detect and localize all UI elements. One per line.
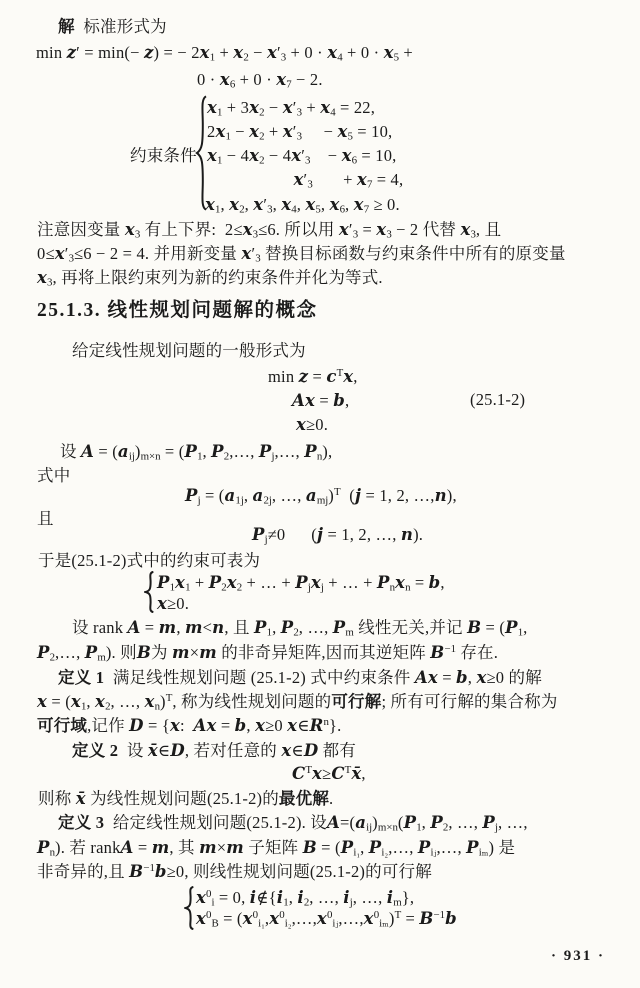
constraint-line-5: $x_1$, $x_2$, $x'_3$, $x_4$, $x_5$, $x_6$, $x_7 \ge 0$. [205, 195, 400, 216]
definition-2-line-2: 则称 x̄ 为线性规划问题(25.1-2)的最优解. [38, 789, 334, 808]
definition-3-line-3: 非奇异的,且 $B^{-1}b\ge 0$, 则线性规划问题(25.1-2)的可行解 [37, 862, 432, 881]
and-label: 且 [37, 509, 54, 528]
note-line-2: $0\le x'_3\le 6 - 2 = 4$. 并用新变量 $x'_3$ 替换目标函数与约束条件中所有的原变量 [37, 244, 566, 265]
equation-pj-nonzero: $P_j\ne 0$ (j = 1, 2, …, n). [252, 525, 424, 546]
section-heading: 25.1.3. 线性规划问题解的概念 [37, 300, 318, 321]
equation-pj: $P_j = (a_{1j}$, $a_{2j}$, …, $a_{mj})^T$ (j = 1, 2, …,n), [185, 486, 457, 507]
constraint-line-4: $x'_3$ + $x_7 = 4$, [293, 170, 404, 191]
constraint-line-1: $x_1 + 3x_2 - x'_3 + x_4 = 22$, [207, 98, 376, 119]
solution-system-line-2: $x^0_B$ = $(x^0_{i_1},x^0_{i_2},\dots,x^0_{iⱼ},\dots,x^0_{i_m})^T = B^{-1}b$ [196, 909, 457, 930]
equation-min-z: $\min z = c^Tx$, [268, 367, 358, 386]
equation-number-tag: (25.1-2) [470, 390, 526, 409]
equation-ctx-optimal: $C^Tx\ge C^Tx̄$, [292, 764, 366, 783]
constraint-line-2: $2x_1 - x_2 + x'_3$ − $x_5 = 10$, [207, 122, 393, 143]
solution-system-line-1: $x^0_i = 0$, $i\notin\{i_1$, $i_2$, …, $i_j$, …, $i_m$}, [196, 888, 415, 909]
definition-1-line-3: 可行域,记作 D = {x: Ax = b, x≥0 $x\in R^n$}. [37, 716, 342, 735]
page-number: · 931 · [551, 948, 606, 964]
definition-1-line-1: 定义 1 满足线性规划问题 (25.1-2) 式中约束条件 Ax = b, x≥0 的解 [58, 668, 542, 687]
objective-line-1: min z′ = min(− z) = − $2x_1 + x_2 - x'_3 + 0 \cdot x_4 + 0 \cdot x_5$ + [36, 43, 413, 64]
system-brace-icon [144, 571, 155, 613]
matrix-setup-line: 设 $A = (a_{ij})_{m\times n} = (P_1$, $P_2,\dots$, $P_j,\dots$, $P_n$), [60, 442, 333, 463]
equation-x-nonneg: x≥0. [296, 415, 329, 434]
objective-line-2: $0 \cdot x_6 + 0 \cdot x_7 - 2$. [197, 70, 323, 91]
definition-3-line-1: 定义 3 给定线性规划问题(25.1-2). 设$A=(a_{ij})_{m\times n}(P_1$, $P_2$, …, $P_j$, …, [58, 813, 528, 834]
where-label: 式中 [37, 466, 71, 485]
note-line-3: $x_3$, 再将上限约束列为新的约束条件并化为等式. [37, 268, 383, 289]
system-line-1: $P_1x_1 + P_2x_2$ + … + $P_jx_j$ + … + $P_nx_n = b$, [157, 573, 445, 594]
solution-heading: 解 标准形式为 [58, 17, 167, 36]
solution-system-brace-icon [184, 886, 195, 930]
constraints-label: 约束条件 [130, 146, 197, 165]
rank-line-1: 设 rank A = m, m<n, 且 $P_1$, $P_2$, …, $P_m$ 线性无关,并记 $B = (P_1$, [72, 618, 528, 639]
constraint-line-3: $x_1 - 4x_2 - 4x'_3$ − $x_6 = 10$, [207, 146, 397, 167]
equation-ax-b: Ax = b, [292, 391, 350, 410]
system-line-2: x≥0. [157, 594, 190, 613]
definition-2-line-1: 定义 2 设 x̄∈D, 若对任意的 x∈D 都有 [72, 741, 357, 760]
thus-line: 于是(25.1-2)式中的约束可表为 [38, 551, 261, 570]
definition-1-line-2: $x = (x_1$, $x_2$, …, $x_n)^T$, 称为线性规划问题的可行解; 所有可行解的集合称为 [37, 692, 558, 713]
note-line-1: 注意因变量 $x_3$ 有上下界: $2\le x_3\le 6$. 所以用 $x'_3 = x_3 - 2$ 代替 $x_3$, 且 [37, 220, 502, 241]
rank-line-2: $P_2,\dots$, $P_m$). 则B为 m×m 的非奇异矩阵,因而其逆矩阵 $B^{-1}$ 存在. [37, 643, 499, 664]
general-form-intro: 给定线性规划问题的一般形式为 [72, 341, 306, 360]
definition-3-line-2: $P_n$). 若 rankA = m, 其 m×m 子矩阵 $B = (P_{i_1}$, $P_{i_2},\dots$, $P_{iⱼ},\dots$, $P_{i_m}$) 是 [37, 838, 516, 859]
